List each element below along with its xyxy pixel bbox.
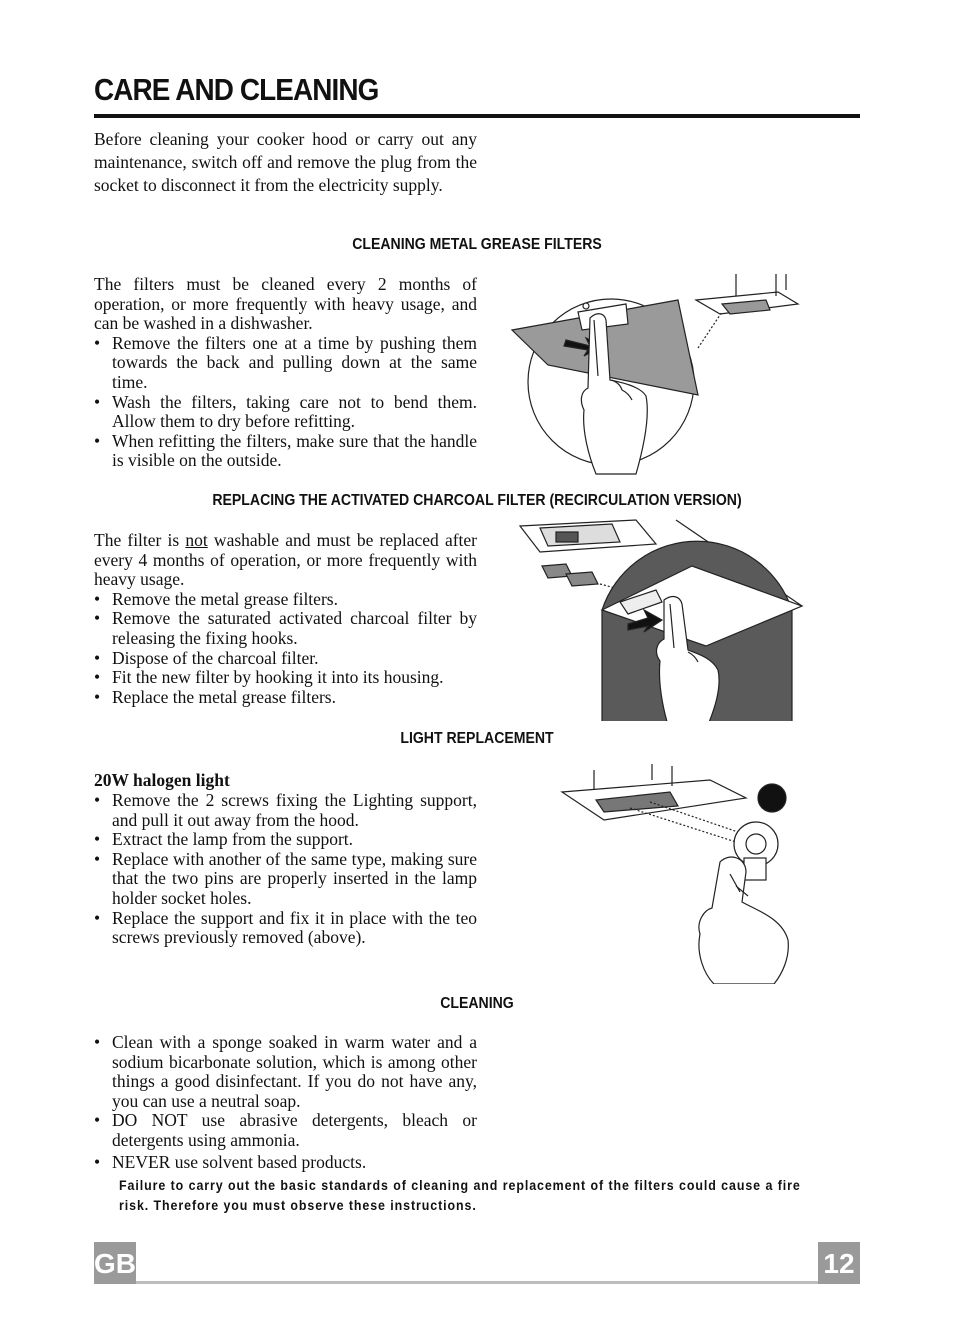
section-heading-light: LIGHT REPLACEMENT	[400, 730, 554, 747]
section-heading-cleaning: CLEANING	[440, 995, 514, 1012]
list-item: • Remove the saturated activated charcoal filter by releasing the fixing hooks.	[94, 609, 477, 648]
page-title: CARE AND CLEANING	[94, 72, 379, 107]
list-item: • Wash the filters, taking care not to bend them. Allow them to dry before refitting.	[94, 393, 477, 432]
section-heading-grease: CLEANING METAL GREASE FILTERS	[352, 236, 602, 253]
light-bullet-list	[94, 791, 477, 948]
list-item: • Replace the metal grease filters.	[94, 688, 477, 708]
list-item: • Clean with a sponge soaked in warm water and a sodium bicarbonate solution, which is among other things a good disinfectant. If you do not have any, you can use a neutral soap.	[94, 1033, 477, 1111]
list-item: • Extract the lamp from the support.	[94, 830, 477, 850]
grease-section-body	[94, 275, 477, 471]
list-item: • Remove the metal grease filters.	[94, 590, 477, 610]
light-subheading: 20W halogen light	[94, 770, 230, 790]
language-badge: GB	[94, 1242, 136, 1284]
section-heading-charcoal: REPLACING THE ACTIVATED CHARCOAL FILTER (RECIRCULATION VERSION)	[212, 492, 742, 509]
halogen-light-illustration	[560, 762, 800, 984]
list-item: • Remove the filters one at a time by pushing them towards the back and pulling down at the same time.	[94, 334, 477, 393]
charcoal-intro-emphasis: not	[185, 530, 208, 550]
list-item: • Fit the new filter by hooking it into its housing.	[94, 668, 477, 688]
list-item: • Replace the support and fix it in place with the teo screws previously removed (above).	[94, 909, 477, 948]
intro-paragraph: Before cleaning your cooker hood or carry out any maintenance, switch off and remove the plug from the socket to disconnect it from the electricity supply.	[94, 129, 477, 195]
charcoal-filter-illustration	[516, 516, 804, 721]
list-item: • DO NOT use abrasive detergents, bleach or detergents using ammonia.	[94, 1111, 477, 1150]
grease-intro: The filters must be cleaned every 2 months of operation, or more frequently with heavy usage, and can be washed in a dishwasher.	[94, 274, 477, 334]
light-section-body	[94, 770, 477, 948]
footer-rule	[94, 1281, 860, 1284]
charcoal-section-body	[94, 531, 477, 707]
charcoal-intro	[94, 531, 477, 590]
fire-risk-warning: Failure to carry out the basic standards of cleaning and replacement of the filters could cause a fire risk. Therefore you must observe these instructions.	[119, 1178, 801, 1213]
cleaning-section-body	[94, 1033, 477, 1172]
list-item: • Remove the 2 screws fixing the Lighting support, and pull it out away from the hood.	[94, 791, 477, 830]
list-item: • When refitting the filters, make sure that the handle is visible on the outside.	[94, 432, 477, 471]
charcoal-intro-end: washable and must be replaced after every 4 months of operation, or more frequently with heavy usage.	[94, 530, 477, 590]
charcoal-bullet-list	[94, 590, 477, 708]
list-item: • NEVER use solvent based products.	[94, 1153, 477, 1173]
list-item: • Replace with another of the same type, making sure that the two pins are properly inserted in the lamp holder socket holes.	[94, 850, 477, 909]
grease-filter-illustration	[508, 270, 808, 475]
cleaning-bullet-list	[94, 1033, 477, 1172]
grease-bullet-list	[94, 334, 477, 471]
charcoal-intro-start: The filter is	[94, 530, 186, 550]
title-rule	[94, 114, 860, 118]
page-number-badge: 12	[818, 1242, 860, 1284]
list-item: • Dispose of the charcoal filter.	[94, 649, 477, 669]
